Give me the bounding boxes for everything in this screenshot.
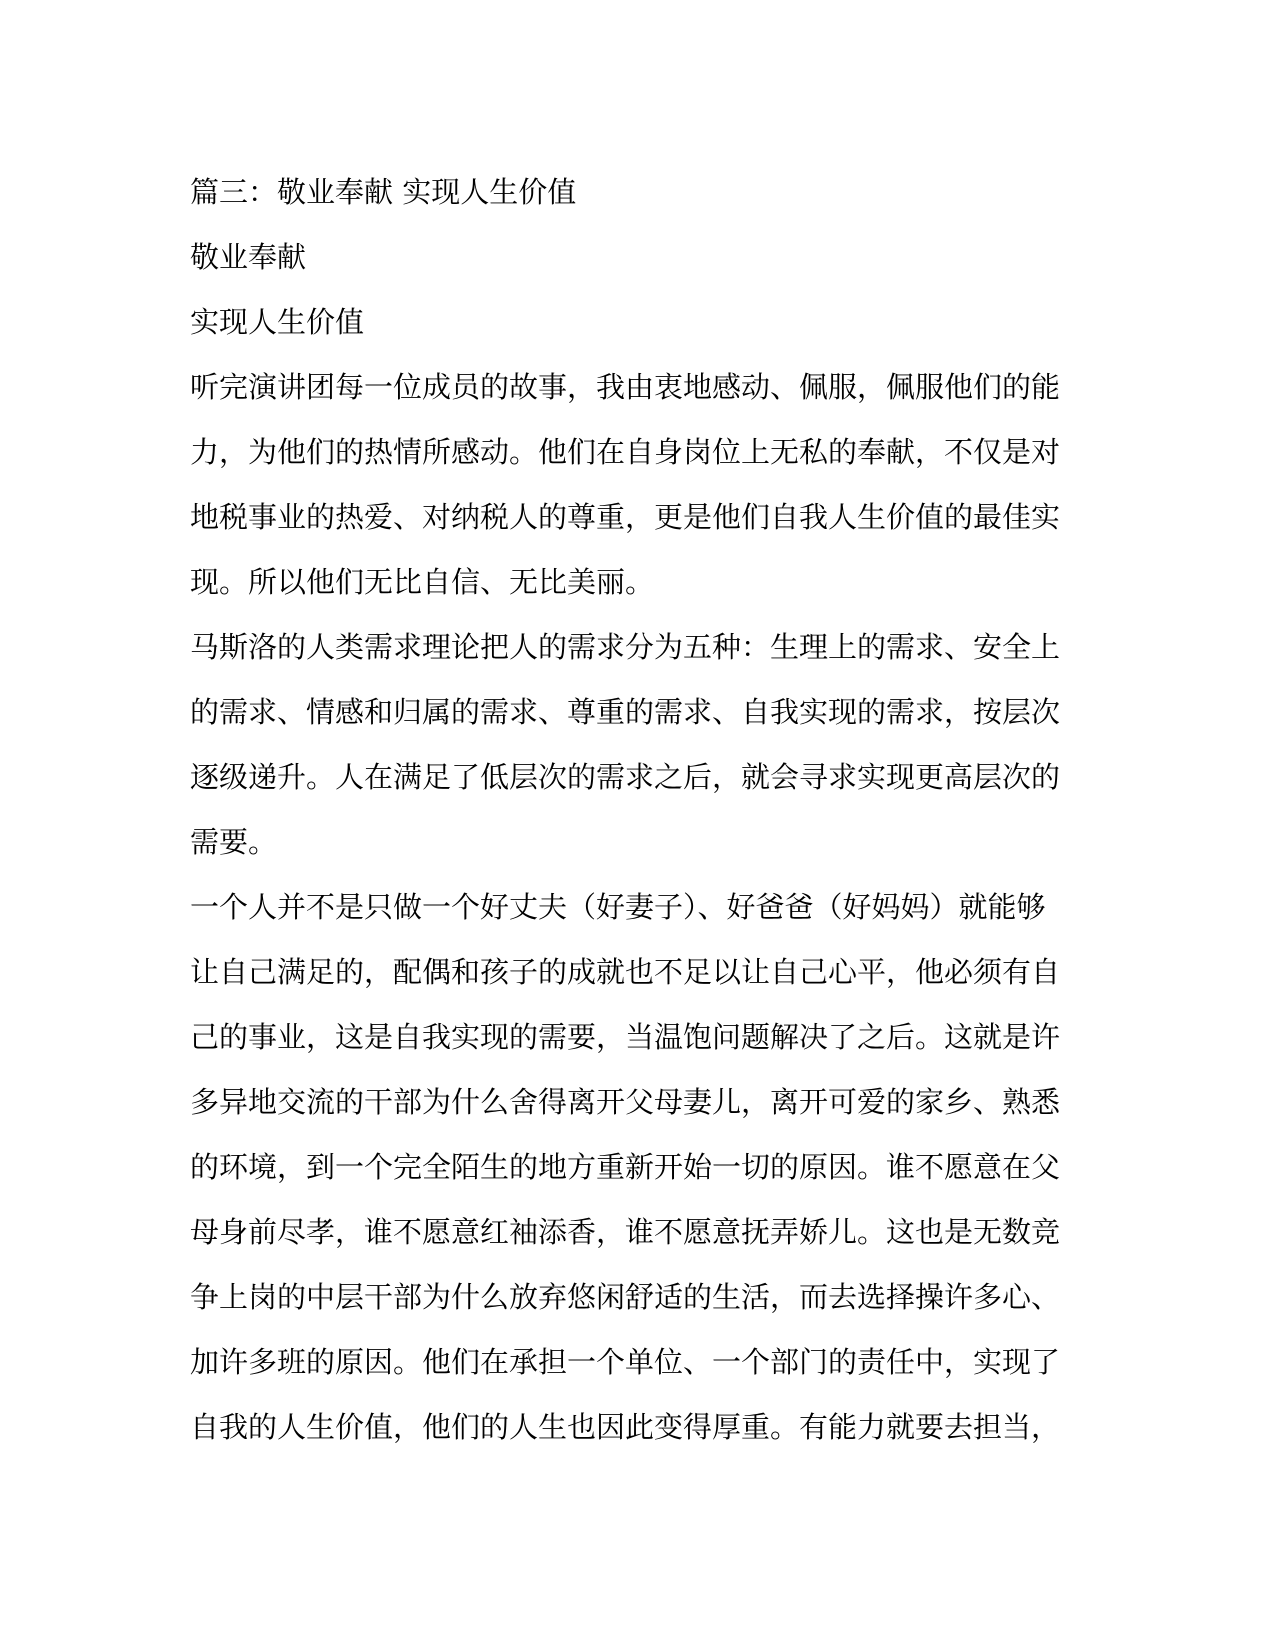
paragraph-line: 一个人并不是只做一个好丈夫（好妻子）、好爸爸（好妈妈）就能够 bbox=[190, 890, 1046, 924]
paragraph-line: 自我的人生价值，他们的人生也因此变得厚重。有能力就要去担当， bbox=[190, 1410, 1060, 1444]
paragraph-line: 多异地交流的干部为什么舍得离开父母妻儿，离开可爱的家乡、熟悉 bbox=[190, 1085, 1060, 1119]
paragraph-line: 地税事业的热爱、对纳税人的尊重，更是他们自我人生价值的最佳实 bbox=[190, 500, 1060, 534]
paragraph-line: 让自己满足的，配偶和孩子的成就也不足以让自己心平，他必须有自 bbox=[190, 955, 1060, 989]
paragraph-line: 加许多班的原因。他们在承担一个单位、一个部门的责任中，实现了 bbox=[190, 1345, 1060, 1379]
subtitle-line: 实现人生价值 bbox=[190, 305, 365, 339]
paragraph-line: 现。所以他们无比自信、无比美丽。 bbox=[190, 565, 655, 599]
paragraph-line: 听完演讲团每一位成员的故事，我由衷地感动、佩服，佩服他们的能 bbox=[190, 370, 1060, 404]
paragraph-line: 的需求、情感和归属的需求、尊重的需求、自我实现的需求，按层次 bbox=[190, 695, 1060, 729]
document-title: 篇三：敬业奉献 实现人生价值 bbox=[190, 175, 577, 209]
paragraph-line: 需要。 bbox=[190, 825, 278, 859]
subtitle-line: 敬业奉献 bbox=[190, 240, 307, 274]
paragraph-line: 力，为他们的热情所感动。他们在自身岗位上无私的奉献，不仅是对 bbox=[190, 435, 1060, 469]
paragraph-line: 逐级递升。人在满足了低层次的需求之后，就会寻求实现更高层次的 bbox=[190, 760, 1060, 794]
paragraph-line: 母身前尽孝，谁不愿意红袖添香，谁不愿意抚弄娇儿。这也是无数竞 bbox=[190, 1215, 1060, 1249]
document-body bbox=[190, 160, 1060, 1460]
paragraph-line: 马斯洛的人类需求理论把人的需求分为五种：生理上的需求、安全上 bbox=[190, 630, 1060, 664]
paragraph-line: 己的事业，这是自我实现的需要，当温饱问题解决了之后。这就是许 bbox=[190, 1020, 1060, 1054]
paragraph-line: 争上岗的中层干部为什么放弃悠闲舒适的生活，而去选择操许多心、 bbox=[190, 1280, 1060, 1314]
paragraph-line: 的环境，到一个完全陌生的地方重新开始一切的原因。谁不愿意在父 bbox=[190, 1150, 1060, 1184]
